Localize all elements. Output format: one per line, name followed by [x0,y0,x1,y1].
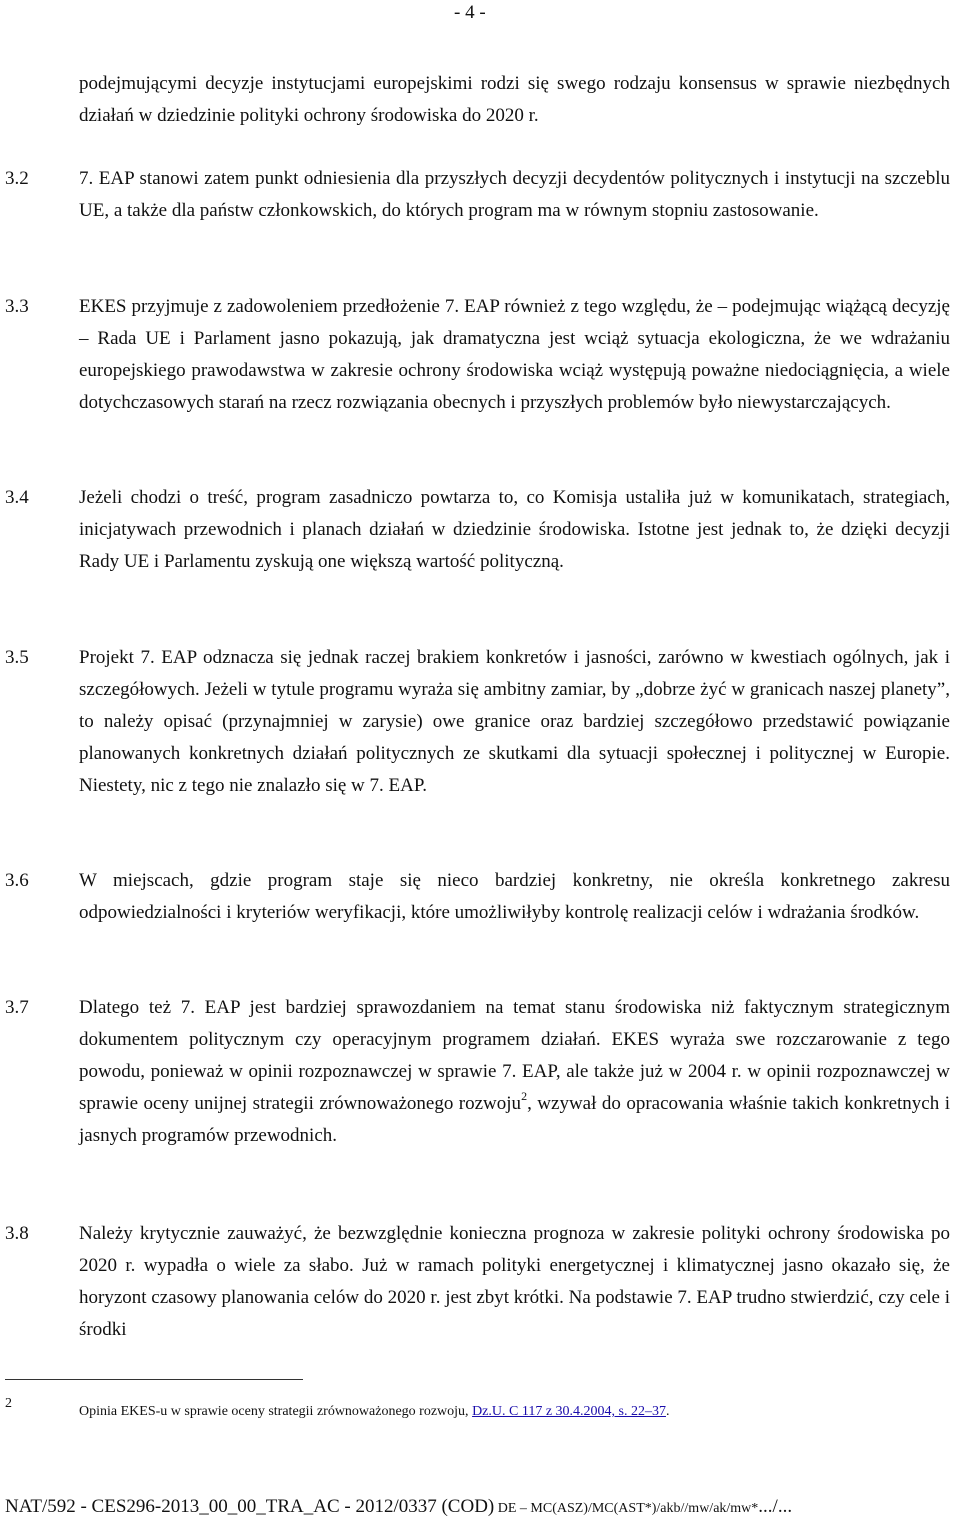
page-number: - 4 - [454,2,486,23]
continuation-mark: .../... [758,1496,793,1517]
paragraph-text: EKES przyjmuje z zadowoleniem przedłożenie 7. EAP również z tego względu, że – podejmując wiążącą decyzję – Rada UE i Parlament jasno pokazują, jak dramatyczna jest wciąż sytuacja ekologiczna, że we wdrażaniu europejskiego prawodawstwa w zakresie ochrony środowiska wciąż występują poważne niedociągnięcia, a wiele dotychczasowych starań na rzecz rozwiązania obecnych i przyszłych problemów było niewystarczających. [79,296,950,413]
document-authors: DE – MC(ASZ)/MC(AST*)/akb//mw/ak/mw* [494,1501,759,1516]
paragraph-text: W miejscach, gdzie program staje się nieco bardziej konkretny, nie określa konkretnego zakresu odpowiedzialności i kryteriów weryfikacji, które umożliwiłyby kontrolę realizacji celów i wdrażania środków. [79,870,950,923]
footnote-end: . [665,1404,670,1419]
paragraph-number: 3.3 [5,296,29,317]
paragraph-number: 3.5 [5,647,29,668]
paragraph-3-8 [0,1218,960,1346]
footnote-reference[interactable]: 2 [521,1089,528,1103]
paragraph-3-2 [0,163,960,227]
paragraph-number: 3.4 [5,487,29,508]
paragraph-text-part: , wzywał do opracowania właśnie takich konkretnych i jasnych programów przewodnich. [79,1093,950,1146]
paragraph-text [79,992,950,1152]
paragraph-text: podejmującymi decyzje instytucjami europejskimi rodzi się swego rodzaju konsensus w sprawie niezbędnych działań w dziedzinie polityki ochrony środowiska do 2020 r. [79,73,950,126]
paragraph-text: Projekt 7. EAP odznacza się jednak raczej brakiem konkretów i jasności, zarówno w kwestiach ogólnych, jak i szczegółowych. Jeżeli w tytule programu wyraża się ambitny zamiar, by „dobrze żyć w granicach naszej planety”, to należy opisać (przynajmniej w zarysie) owe granice oraz bardziej szczegółowo przedstawić powiązanie planowanych konkretnych działań politycznych ze skutkami dla sytuacji społecznej i politycznej w Europie. Niestety, nic z tego nie znalazło się w 7. EAP. [79,647,950,796]
paragraph-3-3 [0,291,960,419]
footnote-number: 2 [5,1396,12,1411]
paragraph-text: Jeżeli chodzi o treść, program zasadniczo powtarza to, co Komisja ustaliła już w komunikatach, strategiach, inicjatywach przewodnich i planach działań w dziedzinie środowiska. Istotne jest jednak to, że dzięki decyzji Rady UE i Parlamentu zyskują one większą wartość polityczną. [79,487,950,572]
footnote-separator [5,1379,303,1380]
footnote-text [79,1404,669,1420]
paragraph-number: 3.2 [5,168,29,189]
paragraph-3-5 [0,642,960,802]
paragraph-3-4 [0,482,960,578]
page-footer [5,1496,955,1518]
paragraph-3-7 [0,992,960,1152]
intro-paragraph [0,68,960,132]
footnote-link[interactable]: Dz.U. C 117 z 30.4.2004, s. 22–37 [472,1404,666,1419]
footnote-body: Opinia EKES-u w sprawie oceny strategii zrównoważonego rozwoju, [79,1404,473,1419]
document-code: NAT/592 - CES296-2013_00_00_TRA_AC - 2012/0337 (COD) [5,1496,495,1517]
paragraph-number: 3.6 [5,870,29,891]
paragraph-3-6 [0,865,960,929]
paragraph-text-part: Dlatego też 7. EAP jest bardziej sprawozdaniem na temat stanu środowiska niż faktycznym strategicznym dokumentem politycznym czy operacyjnym programem działań. EKES wyraża swe rozczarowanie z tego powodu, ponieważ w opinii rozpoznawczej w sprawie 7. EAP, ale także już w 2004 r. w opinii rozpoznawczej w sprawie oceny unijnej strategii zrównoważonego rozwoju [79,997,950,1114]
paragraph-text: Należy krytycznie zauważyć, że bezwzględnie konieczna prognoza w zakresie polityki ochrony środowiska po 2020 r. wypadła o wiele za słabo. Już w ramach polityki energetycznej i klimatycznej jasno okazało się, że horyzont czasowy planowania celów do 2020 r. jest zbyt krótki. Na podstawie 7. EAP trudno stwierdzić, czy cele i środki [79,1223,950,1340]
paragraph-number: 3.7 [5,997,29,1018]
paragraph-text: 7. EAP stanowi zatem punkt odniesienia dla przyszłych decyzji decydentów politycznych i instytucji na szczeblu UE, a także dla państw członkowskich, do których program ma w równym stopniu zastosowanie. [79,168,950,221]
paragraph-number: 3.8 [5,1223,29,1244]
